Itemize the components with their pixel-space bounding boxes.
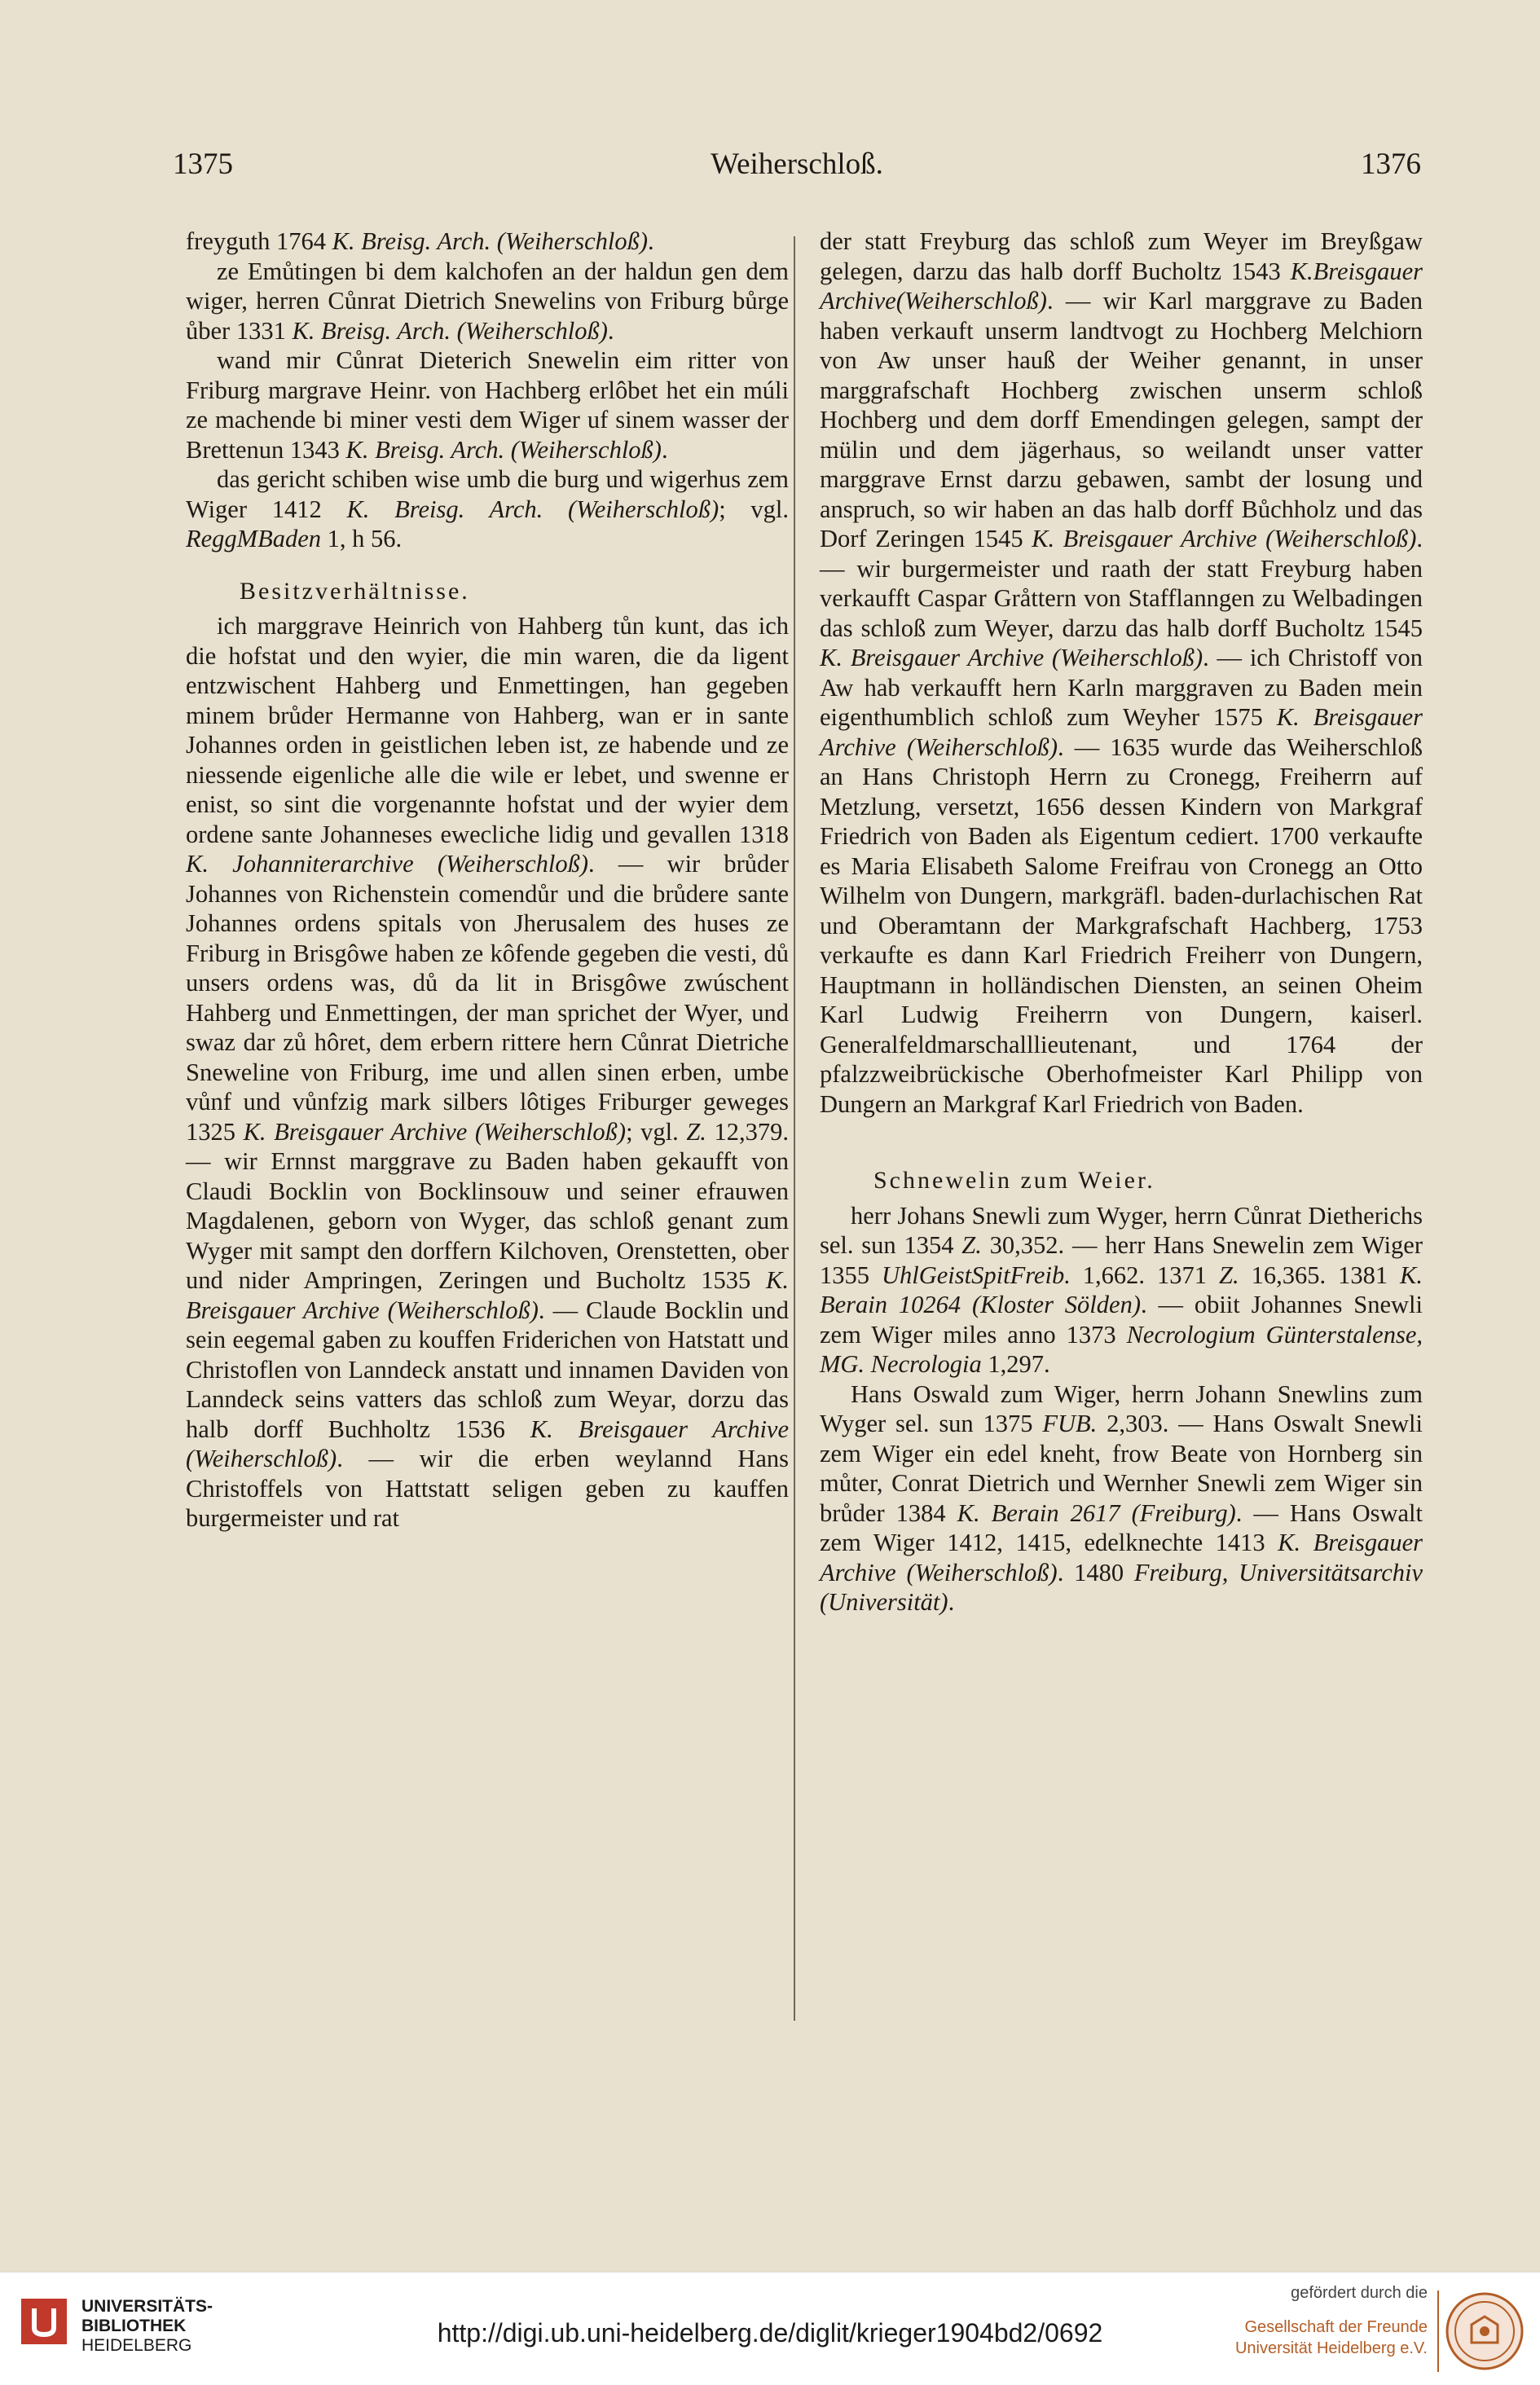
library-name: UNIVERSITÄTS- BIBLIOTHEK HEIDELBERG: [81, 2297, 213, 2355]
entry-paragraph: ich marggrave Heinrich von Hahberg tůn kunt, das ich die hofstat und den wyier, die min waren, die da ligent entzwischent Hahberg und Enmettingen, han gegeben minem brůder Hermanne von Hahberg, wan er in sante Johannes orden in geistlichen leben ist, ze habende und ze niessende eigenliche alle die wile er lebet, und swenne er enist, so sint die vorgenannte hofstat und der wyier dem ordene sante Johanneses ewecliche lidig und gevallen 1318 K. Johanniterarchive (Weiherschloß). — wir brůder Johannes von Richenstein comendůr und die brůdere sante Johannes ordens spitals von Jherusalem des huses ze Friburg in Brisgôwe haben ze kôfende gegeben die vesti, dů unsers ordens was, dů da lit in Brisgôwe zwúschent Hahberg und Enmettingen, der man sprichet der Wyer, und swaz dar zů hôret, dem erbern rittere hern Cůnrat Dietriche Sneweline von Friburg, ime und allen sinen erben, umbe vůnf und vůnfzig mark silbers lôtiges Friburger geweges 1325 K. Breisgauer Archive (Weiherschloß); vgl. Z. 12,379. — wir Ernnst marggrave zu Baden haben gekaufft von Claudi Bocklin von Bocklinsouw und seiner efrauwen Magdalenen, geborn von Wyger, das schloß genant zum Wyger mit sampt den dorffern Kilchoven, Orenstetten, ober und nider Ampringen, Zeringen und Bucholtz 1535 K. Breisgauer Archive (Weiherschloß). — Claude Bocklin und sein eegemal gaben zu kouffen Friderichen von Hatstatt und Christoflen von Lanndeck anstatt und innamen Daviden von Lanndeck seins vatters das schloß zum Weyar, dorzu das halb dorff Buchholtz 1536 K. Breisgauer Archive (Weiherschloß). — wir die erben weylannd Hans Christoffels von Hattstatt seligen geben zu kauffen burgermeister und rat: [186, 612, 790, 1532]
column-divider: [794, 236, 795, 2021]
sponsor-divider: [1437, 2290, 1439, 2372]
entry-paragraph: herr Johans Snewli zum Wyger, herrn Cůnrat Dietherichs sel. sun 1354 Z. 30,352. — herr Hans Snewelin zem Wiger 1355 UhlGeistSpitFreib. 1,662. 1371 Z. 16,365. 1381 K. Berain 10264 (Kloster Sölden). — obiit Johannes Snewli zem Wiger miles anno 1373 Necrologium Günterstalense, MG. Necrologia 1,297.: [820, 1201, 1423, 1378]
entry-paragraph: ze Emůtingen bi dem kalchofen an der haldun gen dem wiger, herren Cůnrat Dietrich Snewelins von Friburg bůrge ůber 1331 K. Breisg. Arch. (Weiherschloß).: [186, 257, 789, 345]
running-title: Weiherschloß.: [711, 147, 883, 181]
section-title: Schnewelin zum Weier.: [873, 1167, 1155, 1194]
entry-paragraph: wand mir Cůnrat Dieterich Snewelin eim ritter von Friburg margrave Heinr. von Hachberg erlôbet het ein múli ze machende bi miner vesti dem Wiger uf sinem wasser der Brettenun 1343 K. Breisg. Arch. (Weiherschloß).: [186, 346, 789, 464]
footer-bar: [0, 2272, 1540, 2385]
left-column: [186, 227, 789, 1534]
page-number-right: 1376: [1361, 147, 1421, 181]
sponsor-credit: gefördert durch die Gesellschaft der Freunde Universität Heidelberg e.V.: [1234, 2284, 1428, 2357]
document-url[interactable]: http://digi.ub.uni-heidelberg.de/diglit/krieger1904bd2/0692: [437, 2318, 1103, 2348]
entry-paragraph: Hans Oswald zum Wiger, herrn Johann Snewlins zum Wyger sel. sun 1375 FUB. 2,303. — Hans Oswalt Snewli zem Wiger ein edel kneht, frow Beate von Hornberg sin můter, Conrat Dietrich und Wernher Snewli zem Wiger sin brůder 1384 K. Berain 2617 (Freiburg). — Hans Oswalt zem Wiger 1412, 1415, edelknechte 1413 K. Breisgauer Archive (Weiherschloß). 1480 Freiburg, Universitätsarchiv (Universität).: [820, 1380, 1423, 1616]
page-header: [173, 147, 1421, 187]
entry-paragraph: das gericht schiben wise umb die burg und wigerhus zem Wiger 1412 K. Breisg. Arch. (Weiherschloß); vgl. ReggMBaden 1, h 56.: [186, 465, 790, 552]
section-title: Besitzverhältnisse.: [240, 577, 470, 605]
entry-paragraph: der statt Freyburg das schloß zum Weyer im Breyßgaw gelegen, darzu das halb dorff Bucholtz 1543 K.Breisgauer Archive(Weiherschloß). — wir Karl marggrave zu Baden haben verkauft unserm landtvogt zu Hochberg Melchiorn von Aw unser hauß der Weiher genannt, in unser marggrafschaft Hochberg zwischen unserm schloß Hochberg und dem dorff Emendingen gelegen, sampt der mülin und dem jägerhaus, so weilandt unser vatter marggrave Ernst darzu gebawen, sambt der losung und anspruch, so wir haben an das halb dorff Bůchholz und das Dorf Zeringen 1545 K. Breisgauer Archive (Weiherschloß). — wir burgermeister und raath der statt Freyburg haben verkaufft Caspar Gråttern von Stafflanngen zu Welbadingen das schloß zum Weyer, darzu das halb dorff Bucholtz 1545 K. Breisgauer Archive (Weiherschloß). — ich Christoff von Aw hab verkaufft hern Karln marggraven zu Baden mein eigenthumblich schloß zum Weyher 1575 K. Breisgauer Archive (Weiherschloß). — 1635 wurde das Weiherschloß an Hans Christoph Herrn zu Cronegg, Freiherrn auf Metzlung, versetzt, 1656 dessen Kindern von Markgraf Friedrich von Baden als Eigentum cediert. 1700 verkaufte es Maria Elisabeth Salome Freifrau von Cronegg an Otto Wilhelm von Dungern, markgräfl. baden-durlachischen Rat und Oberamtann der Markgrafschaft Hachberg, 1753 verkaufte es dann Karl Friedrich Freiherr von Dungern, Hauptmann in holländischen Diensten, an seinen Oheim Karl Ludwig Freiherrn von Dungern, kaiserl. Generalfeldmarschalllieutenant, und 1764 der pfalzzweibrückische Oberhofmeister Karl Philipp von Dungern an Markgraf Karl Friedrich von Baden.: [820, 227, 1423, 1118]
entry-paragraph: freyguth 1764 K. Breisg. Arch. (Weiherschloß).: [186, 227, 654, 255]
university-seal-icon: [1444, 2290, 1525, 2372]
page-number-left: 1375: [173, 147, 233, 181]
right-column: [820, 227, 1423, 1617]
